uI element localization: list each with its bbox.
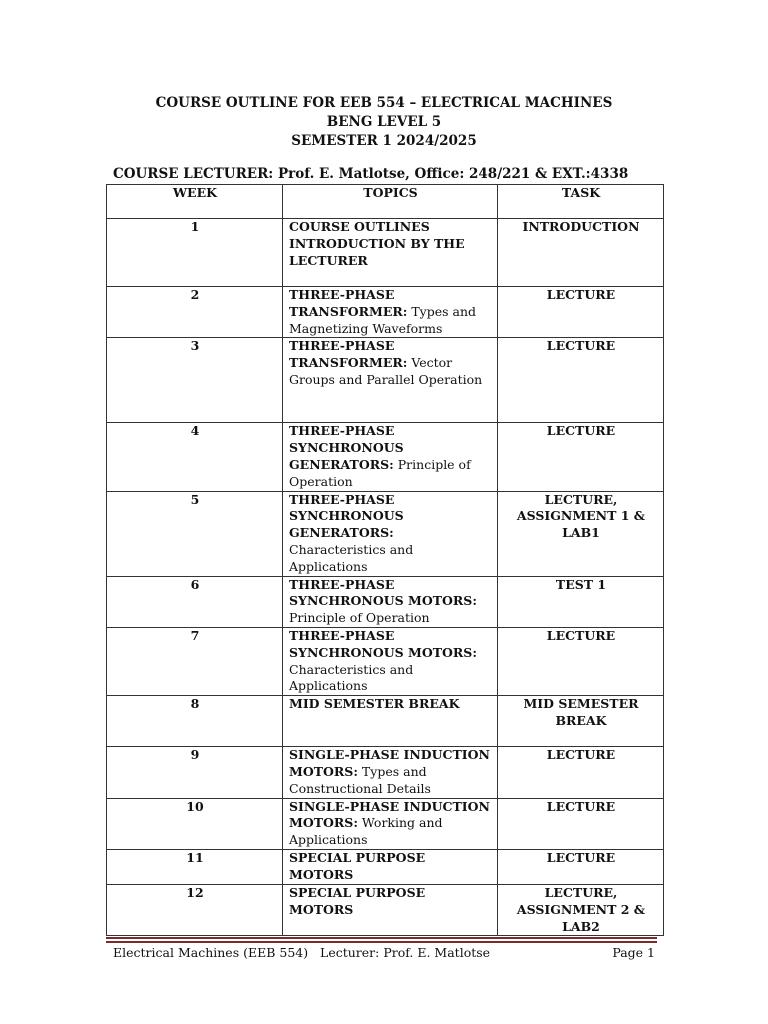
week-number: 9 (107, 747, 283, 798)
week-number: 4 (107, 423, 283, 491)
topic-title: MID SEMESTER BREAK (289, 696, 460, 712)
topic-title: THREE-PHASE TRANSFORMER: (289, 338, 408, 371)
topic-cell (283, 576, 498, 627)
table-row (107, 849, 664, 884)
course-title: COURSE OUTLINE FOR EEB 554 – ELECTRICAL MACHINES (155, 95, 613, 111)
topic-title: COURSE OUTLINES INTRODUCTION BY THE LECTURER (289, 219, 465, 268)
task-cell: LECTURE (498, 338, 664, 423)
table-row (107, 287, 664, 338)
table-row (107, 491, 664, 576)
topic-title: SPECIAL PURPOSE MOTORS (289, 849, 426, 882)
table-row (107, 747, 664, 798)
topic-detail: Types and Constructional Details (289, 763, 431, 796)
week-number: 11 (107, 849, 283, 884)
week-number: 6 (107, 576, 283, 627)
topic-title: THREE-PHASE SYNCHRONOUS MOTORS: (289, 576, 477, 609)
topic-cell (283, 627, 498, 695)
topic-detail: Characteristics and Applications (289, 541, 414, 574)
topic-cell (283, 219, 498, 287)
table-row (107, 798, 664, 849)
task-cell: LECTURE (498, 798, 664, 849)
lecturer-info: COURSE LECTURER: Prof. E. Matlotse, Office: 248/221 & EXT.:4338 (113, 166, 629, 182)
task-cell: INTRODUCTION (498, 219, 664, 287)
week-number: 7 (107, 627, 283, 695)
table-body (107, 219, 664, 936)
topic-title: SINGLE-PHASE INDUCTION MOTORS: (289, 747, 490, 779)
topic-title: THREE-PHASE SYNCHRONOUS MOTORS: (289, 627, 477, 660)
table-row (107, 884, 664, 935)
document-header (0, 94, 768, 151)
week-number: 5 (107, 491, 283, 576)
semester: SEMESTER 1 2024/2025 (291, 133, 477, 149)
table-row (107, 627, 664, 695)
task-cell: LECTURE (498, 627, 664, 695)
program-level: BENG LEVEL 5 (326, 114, 442, 130)
topic-detail: Vector Groups and Parallel Operation (289, 355, 483, 387)
table-row (107, 423, 664, 491)
column-header-week: WEEK (107, 185, 283, 219)
week-number: 8 (107, 696, 283, 747)
task-cell: LECTURE (498, 287, 664, 338)
topic-cell (283, 884, 498, 935)
footer-rule-top (106, 937, 657, 939)
topic-cell (283, 491, 498, 576)
topic-detail: Principle of Operation (289, 456, 471, 489)
task-cell: LECTURE (498, 747, 664, 798)
topic-detail: Working and Applications (289, 815, 443, 848)
week-number: 10 (107, 798, 283, 849)
topic-cell (283, 747, 498, 798)
table-row (107, 219, 664, 287)
week-number: 3 (107, 338, 283, 423)
task-cell: LECTURE, ASSIGNMENT 2 & LAB2 (498, 884, 664, 935)
table-row (107, 338, 664, 423)
topic-title: SPECIAL PURPOSE MOTORS (289, 884, 426, 917)
topic-cell (283, 423, 498, 491)
topic-title: THREE-PHASE SYNCHRONOUS GENERATORS: (289, 423, 404, 472)
topic-cell (283, 849, 498, 884)
topic-title: THREE-PHASE TRANSFORMER: (289, 287, 408, 319)
page-footer (113, 944, 655, 962)
topic-title: SINGLE-PHASE INDUCTION MOTORS: (289, 798, 490, 831)
course-outline-table (106, 184, 664, 936)
footer-rule-bottom (106, 941, 657, 943)
table-row (107, 576, 664, 627)
week-number: 12 (107, 884, 283, 935)
task-cell: LECTURE (498, 423, 664, 491)
topic-cell (283, 338, 498, 423)
topic-cell (283, 696, 498, 747)
topic-detail: Principle of Operation (289, 610, 430, 626)
footer-course-info: Electrical Machines (EEB 554) Lecturer: Prof. E. Matlotse (113, 945, 491, 960)
column-header-task: TASK (498, 185, 664, 219)
task-cell: MID SEMESTER BREAK (498, 696, 664, 747)
topic-detail: Types and Magnetizing Waveforms (289, 303, 477, 336)
topic-cell (283, 287, 498, 338)
week-number: 2 (107, 287, 283, 338)
topic-cell (283, 798, 498, 849)
task-cell: LECTURE, ASSIGNMENT 1 & LAB1 (498, 491, 664, 576)
task-cell: LECTURE (498, 849, 664, 884)
topic-title: THREE-PHASE SYNCHRONOUS GENERATORS: (289, 491, 404, 541)
table-row (107, 696, 664, 747)
table-header-row (107, 185, 664, 219)
topic-detail: Characteristics and Applications (289, 661, 414, 694)
page-number: Page 1 (612, 945, 655, 960)
task-cell: TEST 1 (498, 576, 664, 627)
column-header-topics: TOPICS (283, 185, 498, 219)
week-number: 1 (107, 219, 283, 287)
